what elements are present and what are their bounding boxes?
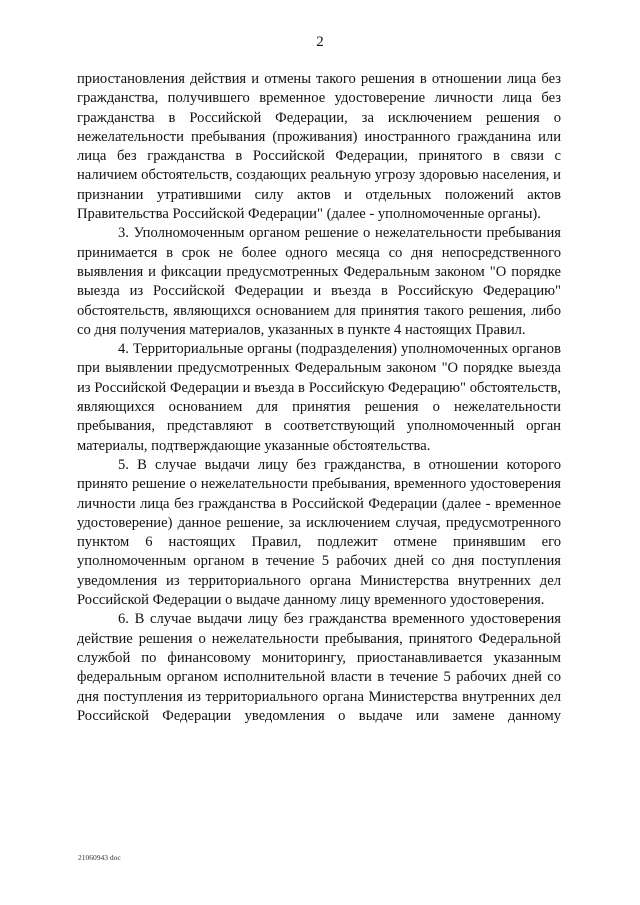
- footer-filename: 21060943 doc: [78, 853, 121, 862]
- paragraph-6: 6. В случае выдачи лицу без гражданства временного удостоверения действие решения о нежелательности пребывания, принятого Федеральной службой по финансовому мониторингу, приостанавливается указанным федеральным органом исполнительной власти в течение 5 рабочих дней со дня поступления из территориального органа Министерства внутренних дел Российской Федерации уведомления о выдаче или замене данному: [77, 611, 561, 724]
- page-number: 2: [316, 34, 324, 50]
- paragraph-4: 4. Территориальные органы (подразделения) уполномоченных органов при выявлении предусмотренных Федеральным законом "О порядке выезда из Российской Федерации и въезда в Российскую Федерацию" обстоятельств, являющихся основанием для принятия решения о нежелательности пребывания, представляют в соответствующий уполномоченный орган материалы, подтверждающие указанные обстоятельства.: [77, 341, 561, 454]
- document-body: [77, 70, 561, 726]
- paragraph-3: 3. Уполномоченным органом решение о нежелательности пребывания принимается в срок не более одного месяца со дня непосредственного выявления и фиксации предусмотренных Федеральным законом "О порядке выезда из Российской Федерации и въезда в Российскую Федерацию" обстоятельств, являющихся основанием для принятия такого решения, либо со дня получения материалов, указанных в пункте 4 настоящих Правил.: [77, 225, 561, 338]
- paragraph-5: 5. В случае выдачи лицу без гражданства, в отношении которого принято решение о нежелательности пребывания, временного удостоверения личности лица без гражданства в Российской Федерации (далее - временное удостоверение) данное решение, за исключением случая, предусмотренного пунктом 6 настоящих Правил, подлежит отмене принявшим его уполномоченным органом в течение 5 рабочих дней со дня поступления уведомления из территориального органа Министерства внутренних дел Российской Федерации о выдаче данному лицу временного удостоверения.: [77, 456, 561, 609]
- paragraph-continuation: приостановления действия и отмены такого решения в отношении лица без гражданства, получившего временное удостоверение личности лица без гражданства в Российской Федерации, за исключением решения о нежелательности пребывания (проживания) иностранного гражданина или лица без гражданства в Российской Федерации, принятого в связи с наличием обстоятельств, создающих реальную угрозу здоровью населения, и признании утратившими силу актов и отдельных положений актов Правительства Российской Федерации" (далее - уполномоченные органы).: [77, 71, 561, 223]
